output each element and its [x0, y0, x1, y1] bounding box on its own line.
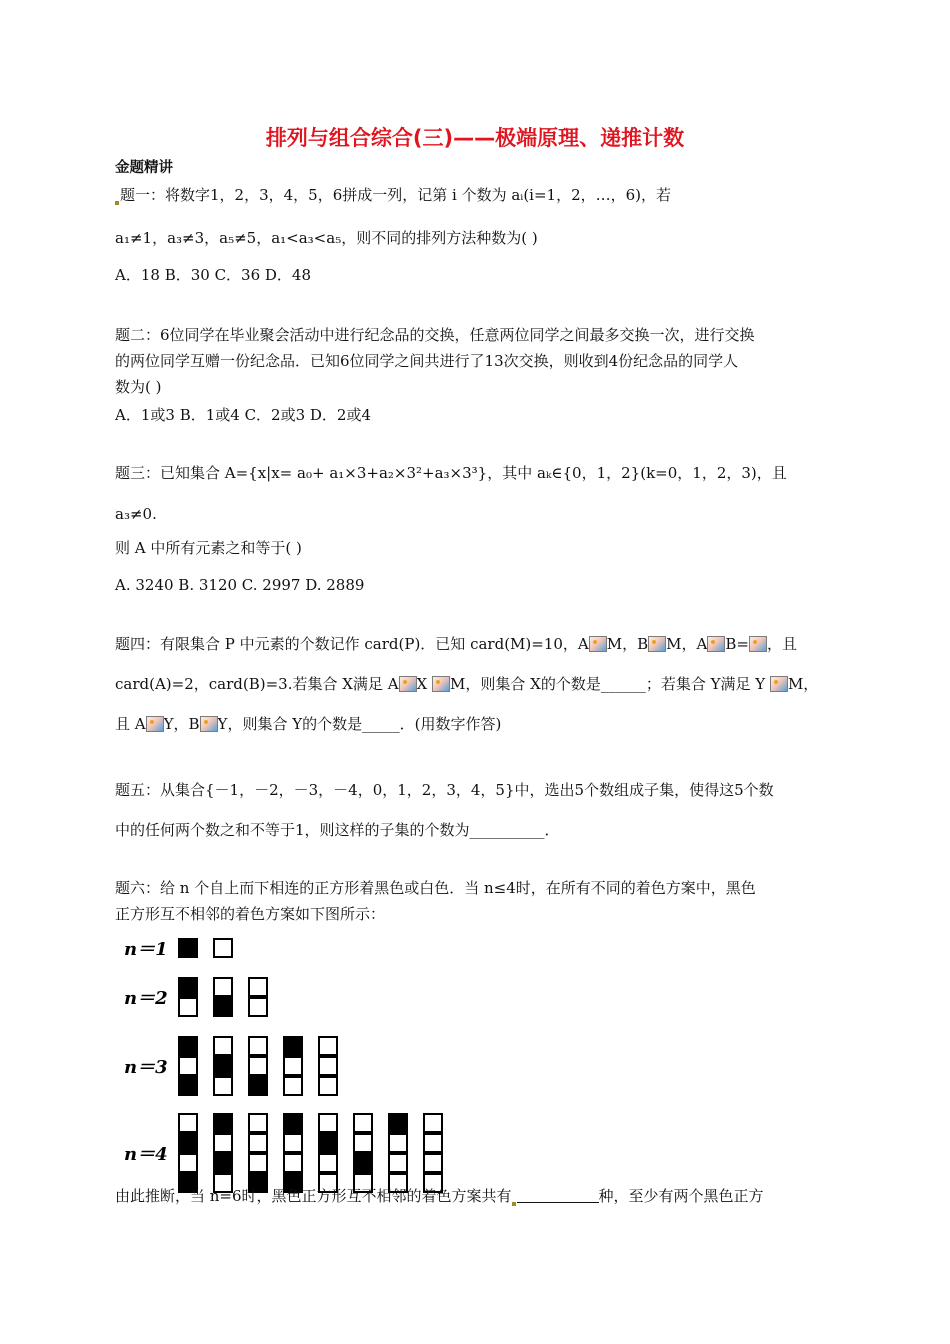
- q3-line2: a₃≠0.: [115, 505, 157, 523]
- white-square: [284, 1154, 302, 1172]
- white-square: [319, 1057, 337, 1075]
- black-square: [179, 1077, 197, 1095]
- q6-line1: 题六：给 n 个自上而下相连的正方形着黑色或白色．当 n≤4时，在所有不同的着色方案中，黑色: [115, 879, 756, 897]
- n-label: n＝2: [124, 988, 168, 1009]
- white-square: [179, 1057, 197, 1075]
- black-square: [354, 1154, 372, 1172]
- q1-line2: a₁≠1，a₃≠3，a₅≠5，a₁<a₃<a₅，则不同的排列方法种数为( ): [115, 229, 538, 247]
- white-square: [424, 1134, 442, 1152]
- black-square: [214, 1057, 232, 1075]
- document-title: 排列与组合综合(三)——极端原理、递推计数: [265, 126, 685, 150]
- white-square: [284, 1134, 302, 1152]
- black-square: [179, 978, 197, 996]
- white-square: [389, 1134, 407, 1152]
- white-square: [214, 1134, 232, 1152]
- white-square: [249, 1057, 267, 1075]
- black-square: [179, 1037, 197, 1055]
- black-square: [249, 1077, 267, 1095]
- white-square: [319, 1114, 337, 1132]
- black-square: [389, 1114, 407, 1132]
- white-square: [214, 939, 232, 957]
- white-square: [284, 1057, 302, 1075]
- black-square: [284, 1037, 302, 1055]
- q3-line1: 题三：已知集合 A={x|x= a₀+ a₁×3+a₂×3²+a₃×3³}，其中 aₖ∈{0，1，2}(k=0，1，2，3)，且: [115, 464, 787, 482]
- white-square: [179, 1154, 197, 1172]
- section-heading: 金题精讲: [115, 160, 173, 176]
- white-square: [214, 978, 232, 996]
- q2-options: A．1或3 B．1或4 C．2或3 D．2或4: [115, 406, 372, 424]
- white-square: [249, 1134, 267, 1152]
- white-square: [319, 1077, 337, 1095]
- white-square: [389, 1154, 407, 1172]
- black-square: [319, 1134, 337, 1152]
- q4-line3: 且 A Y，B Y，则集合 Y的个数是_____．(用数字作答): [115, 715, 502, 733]
- q5-line1: 题五：从集合{－1，－2，－3，－4，0，1，2，3，4，5}中，选出5个数组成子集，使得这5个数: [115, 781, 774, 799]
- black-square: [179, 1134, 197, 1152]
- black-square: [214, 1154, 232, 1172]
- black-square: [179, 939, 197, 957]
- white-square: [424, 1114, 442, 1132]
- q2-line1: 题二：6位同学在毕业聚会活动中进行纪念品的交换，任意两位同学之间最多交换一次，进行交换: [115, 326, 755, 344]
- white-square: [179, 1114, 197, 1132]
- black-square: [214, 1114, 232, 1132]
- q3-options: A. 3240 B. 3120 C. 2997 D. 2889: [115, 576, 365, 594]
- white-square: [179, 998, 197, 1016]
- q2-line2: 的两位同学互赠一份纪念品．已知6位同学之间共进行了13次交换，则收到4份纪念品的同学人: [115, 352, 739, 370]
- q4-line2: card(A)=2，card(B)=3.若集合 X满足 A X M，则集合 X的个数是______；若集合 Y满足 Y M，: [115, 675, 819, 693]
- white-square: [249, 998, 267, 1016]
- q6-line-last: 由此推断，当 n=6时，黑色正方形互不相邻的着色方案共有 种，至少有两个黑色正方: [115, 1187, 764, 1205]
- q1-line1: 题一：将数字1，2，3，4，5，6拼成一列，记第 i 个数为 aᵢ(i=1，2，…，6)，若: [115, 185, 840, 205]
- n-label: n＝1: [124, 939, 168, 960]
- n-label: n＝4: [124, 1144, 168, 1165]
- white-square: [284, 1077, 302, 1095]
- white-square: [214, 1037, 232, 1055]
- white-square: [249, 1037, 267, 1055]
- white-square: [354, 1134, 372, 1152]
- black-square: [284, 1114, 302, 1132]
- q2-line3: 数为( ): [115, 378, 162, 396]
- q6-line2: 正方形互不相邻的着色方案如下图所示：: [115, 905, 386, 923]
- q5-line2: 中的任何两个数之和不等于1，则这样的子集的个数为__________．: [115, 821, 560, 839]
- white-square: [249, 1154, 267, 1172]
- white-square: [249, 1114, 267, 1132]
- white-square: [319, 1037, 337, 1055]
- white-square: [424, 1154, 442, 1172]
- q4-line1: 题四：有限集合 P 中元素的个数记作 card(P)．已知 card(M)=10，A M，B M，A B= ，且: [115, 635, 797, 653]
- white-square: [354, 1114, 372, 1132]
- white-square: [319, 1154, 337, 1172]
- white-square: [214, 1077, 232, 1095]
- black-square: [214, 998, 232, 1016]
- n-label: n＝3: [124, 1057, 168, 1078]
- white-square: [249, 978, 267, 996]
- q3-line3: 则 A 中所有元素之和等于( ): [115, 539, 302, 557]
- q1-options: A．18 B．30 C．36 D．48: [115, 266, 312, 284]
